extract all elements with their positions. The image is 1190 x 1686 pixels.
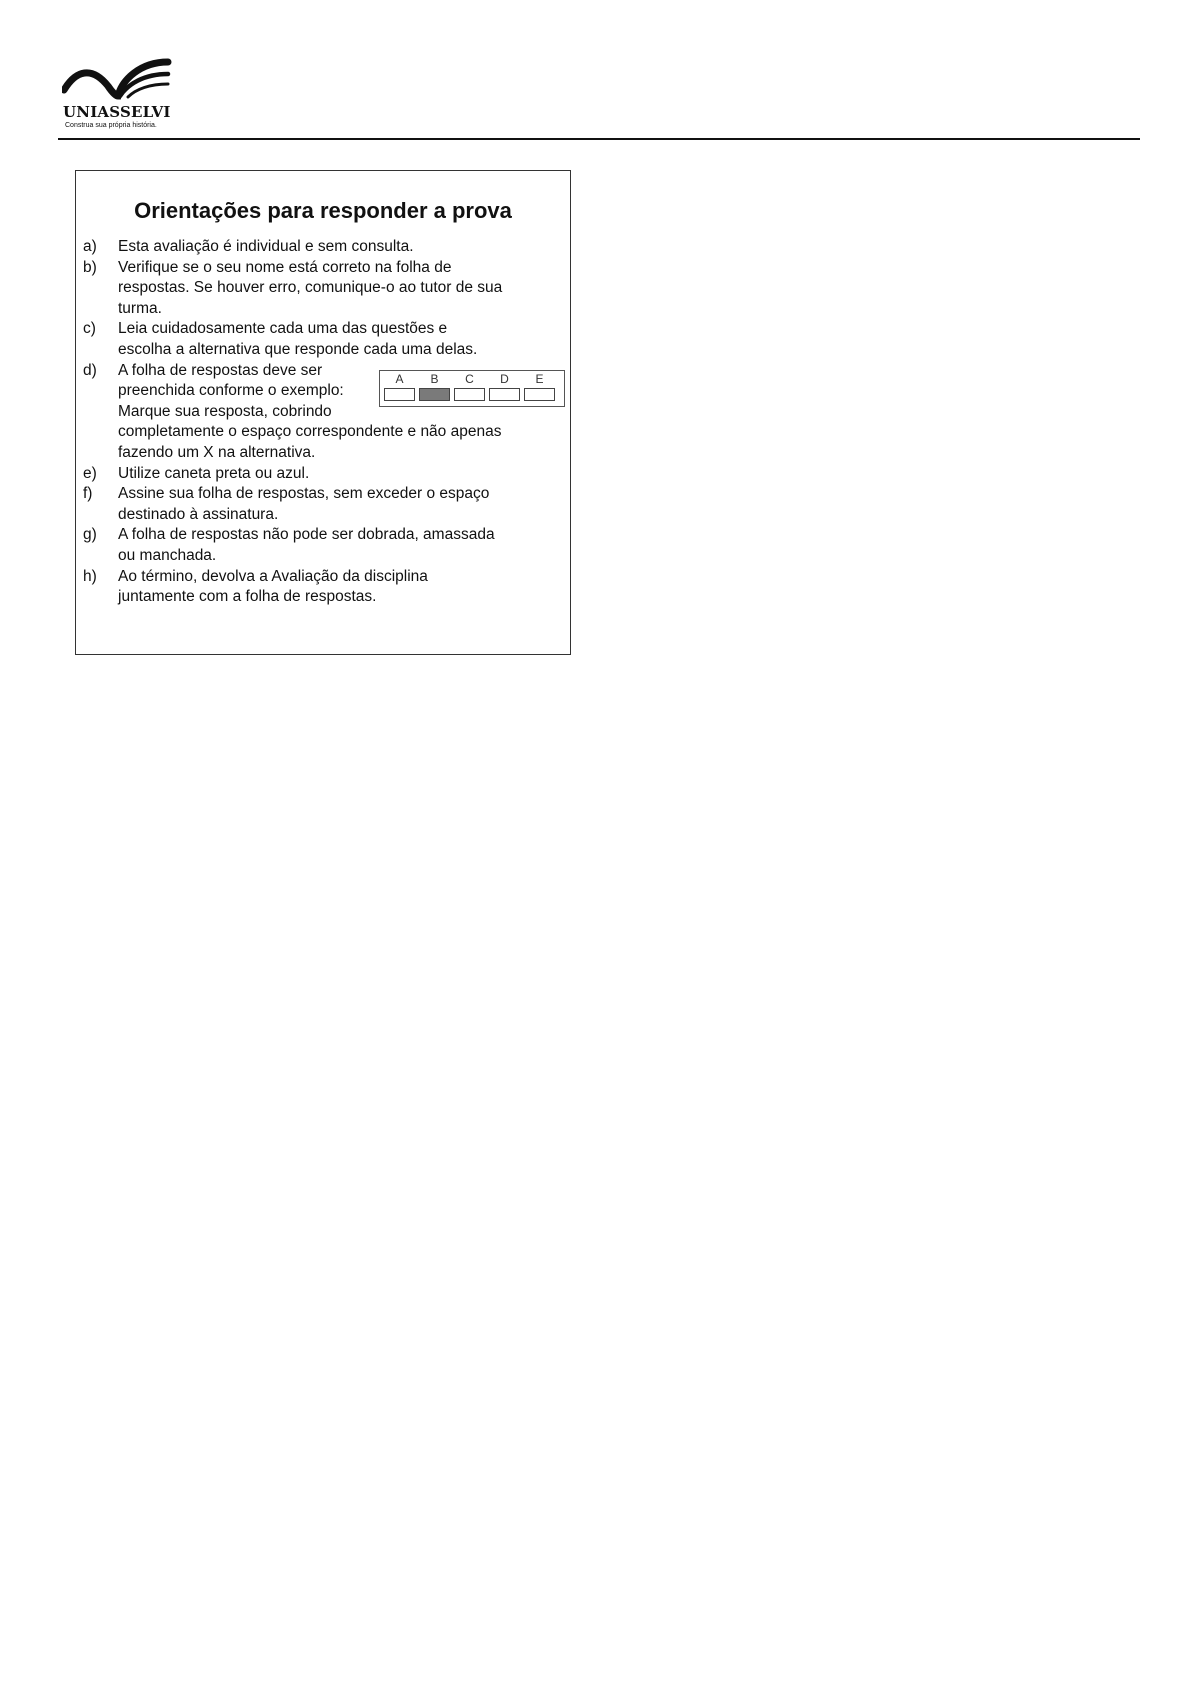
item-letter: c) <box>83 320 96 338</box>
answer-option-b <box>418 373 451 405</box>
answer-option-c <box>453 373 486 405</box>
option-bubble <box>419 388 450 401</box>
page-header <box>0 0 1190 140</box>
option-letter: D <box>500 372 509 386</box>
item-line: Ao término, devolva a Avaliação da disciplina <box>118 567 428 585</box>
item-line: Utilize caneta preta ou azul. <box>118 464 310 482</box>
item-line: Leia cuidadosamente cada uma das questões e <box>118 320 448 338</box>
item-letter: g) <box>83 526 97 544</box>
option-letter: C <box>465 372 474 386</box>
option-bubble <box>384 388 415 401</box>
item-text <box>118 525 558 566</box>
item-line: juntamente com a folha de respostas. <box>118 588 377 606</box>
item-line: Assine sua folha de respostas, sem exceder o espaço <box>118 485 490 503</box>
answer-option-e <box>523 373 556 405</box>
item-text <box>118 464 558 485</box>
answer-option-a <box>383 373 416 405</box>
item-line: destinado à assinatura. <box>118 505 279 523</box>
item-line: preenchida conforme o exemplo: <box>118 382 344 400</box>
item-letter: d) <box>83 361 97 379</box>
item-letter: b) <box>83 258 97 276</box>
option-letter: E <box>535 372 544 386</box>
item-letter: a) <box>83 238 97 255</box>
item-text <box>118 484 558 525</box>
item-line: ou manchada. <box>118 546 217 564</box>
answer-option-d <box>488 373 521 405</box>
item-text <box>118 319 558 360</box>
item-line: A folha de respostas não pode ser dobrada, amassada <box>118 526 495 544</box>
item-line: turma. <box>118 299 162 317</box>
header-divider <box>58 138 1140 140</box>
uniasselvi-logo <box>62 56 174 131</box>
item-text <box>118 258 558 320</box>
option-letter: A <box>395 372 404 386</box>
logo-tagline: Construa sua própria história. <box>65 122 157 129</box>
item-letter: e) <box>83 464 97 482</box>
option-bubble <box>524 388 555 401</box>
item-line: Esta avaliação é individual e sem consulta. <box>118 238 414 255</box>
item-letter: h) <box>83 567 97 585</box>
item-letter: f) <box>83 485 93 503</box>
logo-wordmark: UNIASSELVI <box>63 103 171 121</box>
option-bubble <box>454 388 485 401</box>
item-line: completamente o espaço correspondente e não apenas <box>118 423 502 441</box>
open-book-icon <box>62 56 172 102</box>
item-text <box>118 237 558 258</box>
exam-instructions-box <box>75 170 571 655</box>
option-letter: B <box>430 372 439 386</box>
option-bubble <box>489 388 520 401</box>
item-text <box>118 567 558 608</box>
instructions-title: Orientações para responder a prova <box>134 198 512 223</box>
item-line: A folha de respostas deve ser <box>118 361 323 379</box>
item-line: respostas. Se houver erro, comunique-o ao tutor de sua <box>118 279 503 297</box>
item-line: Verifique se o seu nome está correto na folha de <box>118 258 452 276</box>
item-line: fazendo um X na alternativa. <box>118 443 316 461</box>
answer-sheet-example <box>379 370 565 407</box>
item-line: escolha a alternativa que responde cada uma delas. <box>118 340 478 358</box>
item-line: Marque sua resposta, cobrindo <box>118 402 332 420</box>
